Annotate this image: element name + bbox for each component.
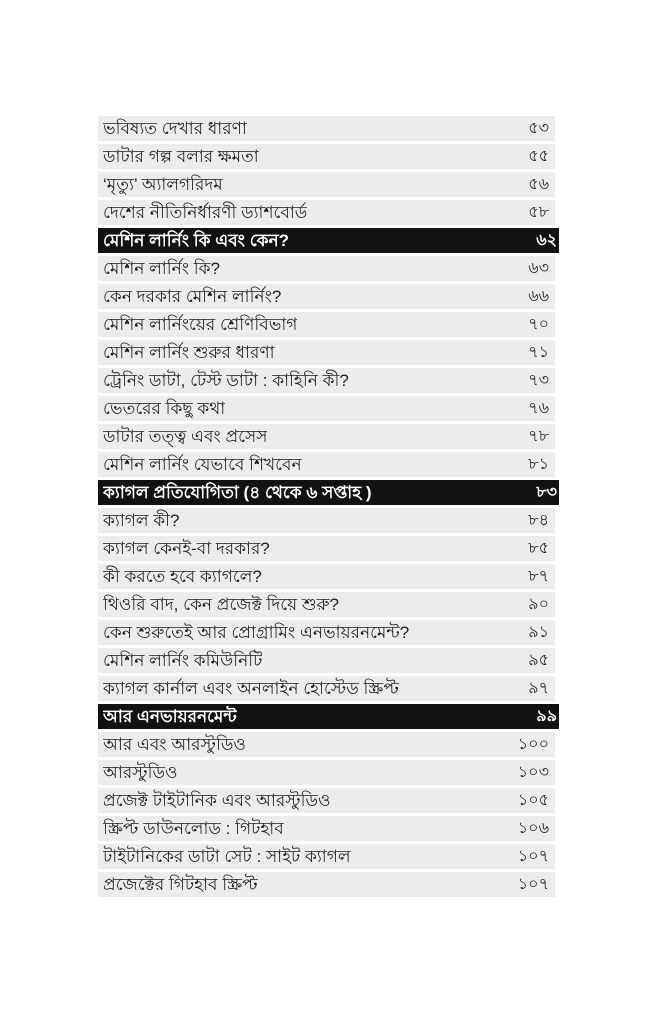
toc-row	[98, 508, 555, 533]
toc-entry-page-number: ১০৬	[517, 820, 549, 837]
toc-entry-page-number: ৭৬	[528, 400, 549, 417]
toc-entry-page-number: ৫৮	[528, 204, 549, 221]
toc-row	[98, 340, 555, 365]
toc-entry-title: মেশিন লার্নিং কমিউনিটি	[103, 651, 263, 670]
toc-row	[98, 620, 555, 645]
toc-row	[98, 116, 555, 141]
toc-row	[98, 788, 555, 813]
toc-entry-page-number: ১০৩	[517, 764, 549, 781]
toc-section-header	[98, 480, 559, 505]
toc-entry-page-number: ৮৩	[536, 484, 557, 501]
toc-entry-page-number: ৮৭	[528, 568, 549, 585]
toc-entry-page-number: ৫৩	[528, 120, 549, 137]
toc-row	[98, 256, 555, 281]
toc-entry-title: ভবিষ্যত দেখার ধারণা	[103, 119, 247, 138]
toc-entry-title: টাইটানিকের ডাটা সেট : সাইট ক্যাগল	[103, 847, 351, 866]
toc-entry-page-number: ৫৫	[528, 148, 549, 165]
toc-entry-page-number: ৯৭	[528, 680, 549, 697]
toc-entry-title: আর এবং আরস্টুডিও	[103, 735, 246, 754]
toc-entry-page-number: ৭০	[528, 316, 549, 333]
toc-entry-page-number: ৯৯	[536, 708, 557, 725]
toc-row	[98, 760, 555, 785]
toc-entry-page-number: ৬৬	[528, 288, 549, 305]
toc-entry-title: ক্যাগল প্রতিযোগিতা (৪ থেকে ৬ সপ্তাহ )	[103, 483, 372, 502]
toc-row	[98, 172, 555, 197]
toc-entry-title: ডাটার গল্প বলার ক্ষমতা	[103, 147, 259, 166]
toc-section-header	[98, 704, 559, 729]
toc-entry-page-number: ৬২	[536, 232, 557, 249]
toc-row	[98, 284, 555, 309]
toc-entry-page-number: ১০৭	[517, 848, 549, 865]
toc-entry-title: মেশিন লার্নিং শুরুর ধারণা	[103, 343, 275, 362]
toc-row	[98, 396, 555, 421]
toc-entry-title: ডাটার তত্ত্ব এবং প্রসেস	[103, 427, 268, 446]
toc-entry-page-number: ১০৭	[517, 876, 549, 893]
toc-entry-page-number: ৬৩	[528, 260, 549, 277]
toc-entry-page-number: ৭৩	[528, 372, 549, 389]
toc-entry-page-number: ৯১	[528, 624, 549, 641]
toc-entry-page-number: ৯৫	[528, 652, 549, 669]
toc-entry-title: মেশিন লার্নিং যেভাবে শিখবেন	[103, 455, 302, 474]
toc-entry-title: ক্যাগল কার্নাল এবং অনলাইন হোস্টেড স্ক্রিপ্ট	[103, 679, 399, 698]
toc-section-header	[98, 228, 559, 253]
toc-entry-title: মেশিন লার্নিংয়ের শ্রেণিবিভাগ	[103, 315, 298, 334]
toc-entry-title: প্রজেক্ট টাইটানিক এবং আরস্টুডিও	[103, 791, 331, 810]
toc-list	[98, 116, 555, 900]
toc-row	[98, 144, 555, 169]
toc-entry-title: আর এনভায়রনমেন্ট	[103, 707, 237, 726]
toc-entry-page-number: ৭৮	[528, 428, 549, 445]
toc-entry-page-number: ৫৬	[528, 176, 549, 193]
toc-entry-title: দেশের নীতিনির্ধারণী ড্যাশবোর্ড	[103, 203, 308, 222]
toc-entry-title: কী করতে হবে ক্যাগলে?	[103, 567, 262, 586]
toc-entry-title: ‘মৃত্যু’ অ্যালগরিদম	[103, 175, 223, 194]
toc-row	[98, 368, 555, 393]
toc-entry-page-number: ১০৫	[517, 792, 549, 809]
toc-entry-title: ভেতরের কিছু কথা	[103, 399, 226, 418]
toc-entry-page-number: ৮৫	[528, 540, 549, 557]
toc-row	[98, 732, 555, 757]
toc-entry-title: ক্যাগল কেনই-বা দরকার?	[103, 539, 270, 558]
toc-entry-page-number: ১০০	[517, 736, 549, 753]
toc-entry-page-number: ৮১	[528, 456, 549, 473]
toc-entry-title: থিওরি বাদ, কেন প্রজেক্ট দিয়ে শুরু?	[103, 595, 339, 614]
toc-entry-title: আরস্টুডিও	[103, 763, 178, 782]
toc-entry-page-number: ৯০	[528, 596, 549, 613]
toc-row	[98, 844, 555, 869]
toc-entry-title: স্ক্রিপ্ট ডাউনলোড : গিটহাব	[103, 819, 284, 838]
toc-entry-title: ক্যাগল কী?	[103, 511, 180, 530]
toc-entry-page-number: ৭১	[528, 344, 549, 361]
toc-row	[98, 816, 555, 841]
toc-row	[98, 872, 555, 897]
toc-row	[98, 452, 555, 477]
toc-entry-title: কেন দরকার মেশিন লার্নিং?	[103, 287, 282, 306]
toc-entry-title: মেশিন লার্নিং কি?	[103, 259, 220, 278]
toc-entry-title: প্রজেক্টের গিটহাব স্ক্রিপ্ট	[103, 875, 258, 894]
toc-row	[98, 424, 555, 449]
toc-row	[98, 536, 555, 561]
toc-row	[98, 648, 555, 673]
toc-entry-title: মেশিন লার্নিং কি এবং কেন?	[103, 231, 290, 250]
toc-row	[98, 676, 555, 701]
toc-row	[98, 200, 555, 225]
toc-row	[98, 564, 555, 589]
toc-entry-title: ট্রেনিং ডাটা, টেস্ট ডাটা : কাহিনি কী?	[103, 371, 349, 390]
toc-row	[98, 592, 555, 617]
toc-entry-page-number: ৮৪	[528, 512, 549, 529]
toc-entry-title: কেন শুরুতেই আর প্রোগ্রামিং এনভায়রনমেন্ট?	[103, 623, 410, 642]
toc-row	[98, 312, 555, 337]
